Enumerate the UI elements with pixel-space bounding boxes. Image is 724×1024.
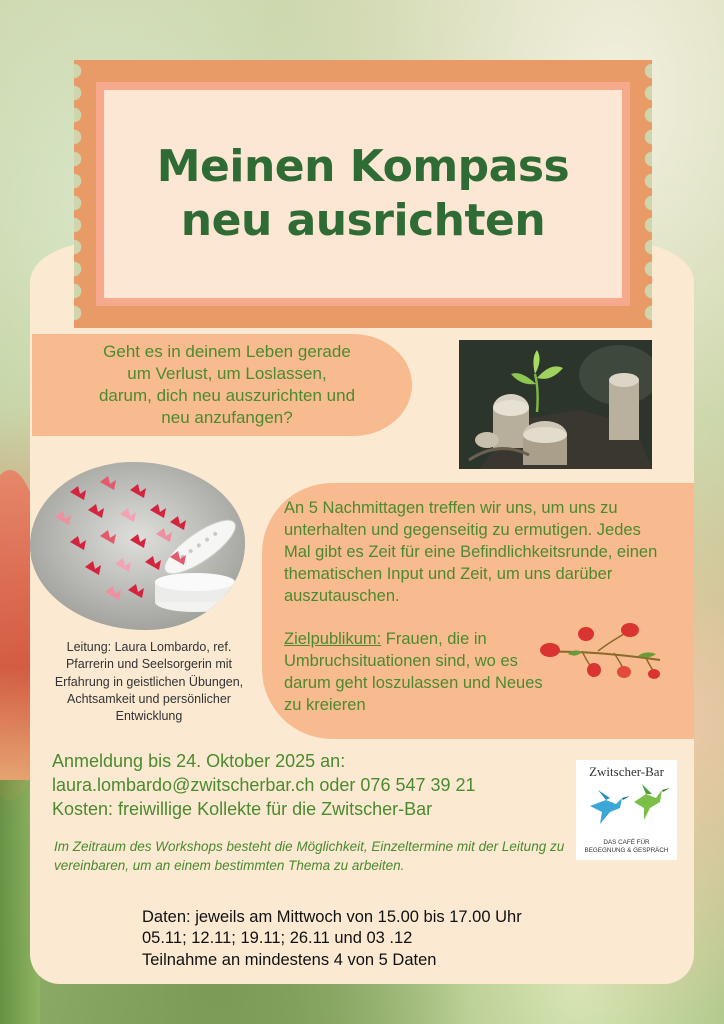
registration-costs: Kosten: freiwillige Kollekte für die Zwitscher-Bar bbox=[52, 798, 433, 819]
title-line-2: neu ausrichten bbox=[180, 195, 546, 246]
seedling-photo bbox=[459, 340, 652, 469]
intro-line: um Verlust, um Loslassen, bbox=[127, 363, 327, 383]
caption-line: Achtsamkeit und persönlicher bbox=[67, 691, 231, 706]
audience-label: Zielpublikum: bbox=[284, 629, 382, 648]
registration-deadline: Anmeldung bis 24. Oktober 2025 an: bbox=[52, 751, 346, 771]
registration-info bbox=[52, 750, 552, 821]
registration-contact[interactable]: laura.lombardo@zwitscherbar.ch oder 076 547 39 21 bbox=[52, 774, 476, 795]
leader-caption bbox=[40, 639, 258, 725]
title-stamp bbox=[74, 60, 652, 328]
intro-line: darum, dich neu auszurichten und bbox=[98, 386, 356, 405]
caption-line: Pfarrerin und Seelsorgerin mit bbox=[65, 657, 233, 672]
intro-line: Geht es in deinem Leben gerade bbox=[103, 341, 351, 361]
audience-text: Frauen, die in Umbruchsituationen sind, wo es darum geht loszulassen und Neues zu kreieren bbox=[284, 629, 543, 714]
dates-attendance: Teilnahme an mindestens 4 von 5 Daten bbox=[142, 950, 437, 969]
title-line-1: Meinen Kompass bbox=[156, 141, 570, 193]
zwitscher-bar-logo bbox=[576, 760, 677, 860]
caption-line: Entwicklung bbox=[115, 709, 183, 723]
seedling-image bbox=[459, 340, 652, 469]
dates-list: 05.11; 12.11; 19.11; 26.11 und 03 .12 bbox=[142, 929, 413, 948]
intro-bubble bbox=[32, 334, 412, 436]
individual-appointments-note: Im Zeitraum des Workshops besteht die Möglichkeit, Einzeltermine mit der Leitung zu vereinbaren, um an einem bestimmten Thema zu arbeiten. bbox=[54, 839, 565, 873]
caption-line: Erfahrung in geistlichen Übungen, bbox=[54, 674, 244, 689]
butterfly-image bbox=[30, 462, 245, 630]
butterfly-photo bbox=[30, 462, 245, 630]
intro-text bbox=[99, 341, 355, 429]
flower-branch-illustration bbox=[538, 620, 664, 680]
logo-tagline-1: DAS CAFÉ FÜR bbox=[603, 839, 650, 847]
intro-line: neu anzufangen? bbox=[161, 408, 293, 428]
dates-info bbox=[142, 907, 612, 971]
audience-paragraph bbox=[284, 628, 554, 716]
caption-line: Leitung: Laura Lombardo, ref. bbox=[66, 640, 232, 654]
page-title bbox=[157, 140, 569, 247]
dates-time: Daten: jeweils am Mittwoch von 15.00 bis 17.00 Uhr bbox=[142, 908, 522, 926]
logo-tagline bbox=[576, 839, 677, 855]
description-bubble bbox=[262, 483, 694, 739]
hummingbirds-icon bbox=[576, 780, 677, 826]
logo-name: Zwitscher-Bar bbox=[589, 764, 664, 779]
logo-tagline-2: BEGEGNUNG & GESPRÄCH bbox=[584, 847, 669, 855]
description-paragraph: An 5 Nachmittagen treffen wir uns, um uns zu unterhalten und gegenseitig zu ermutigen. Jedes Mal gibt es Zeit für eine Befindlichkeitsrunde, einen thematischen Input und Zeit, um uns darüber auszutauschen. bbox=[284, 499, 658, 606]
stamp-card bbox=[104, 90, 622, 298]
stamp-border bbox=[96, 82, 630, 306]
